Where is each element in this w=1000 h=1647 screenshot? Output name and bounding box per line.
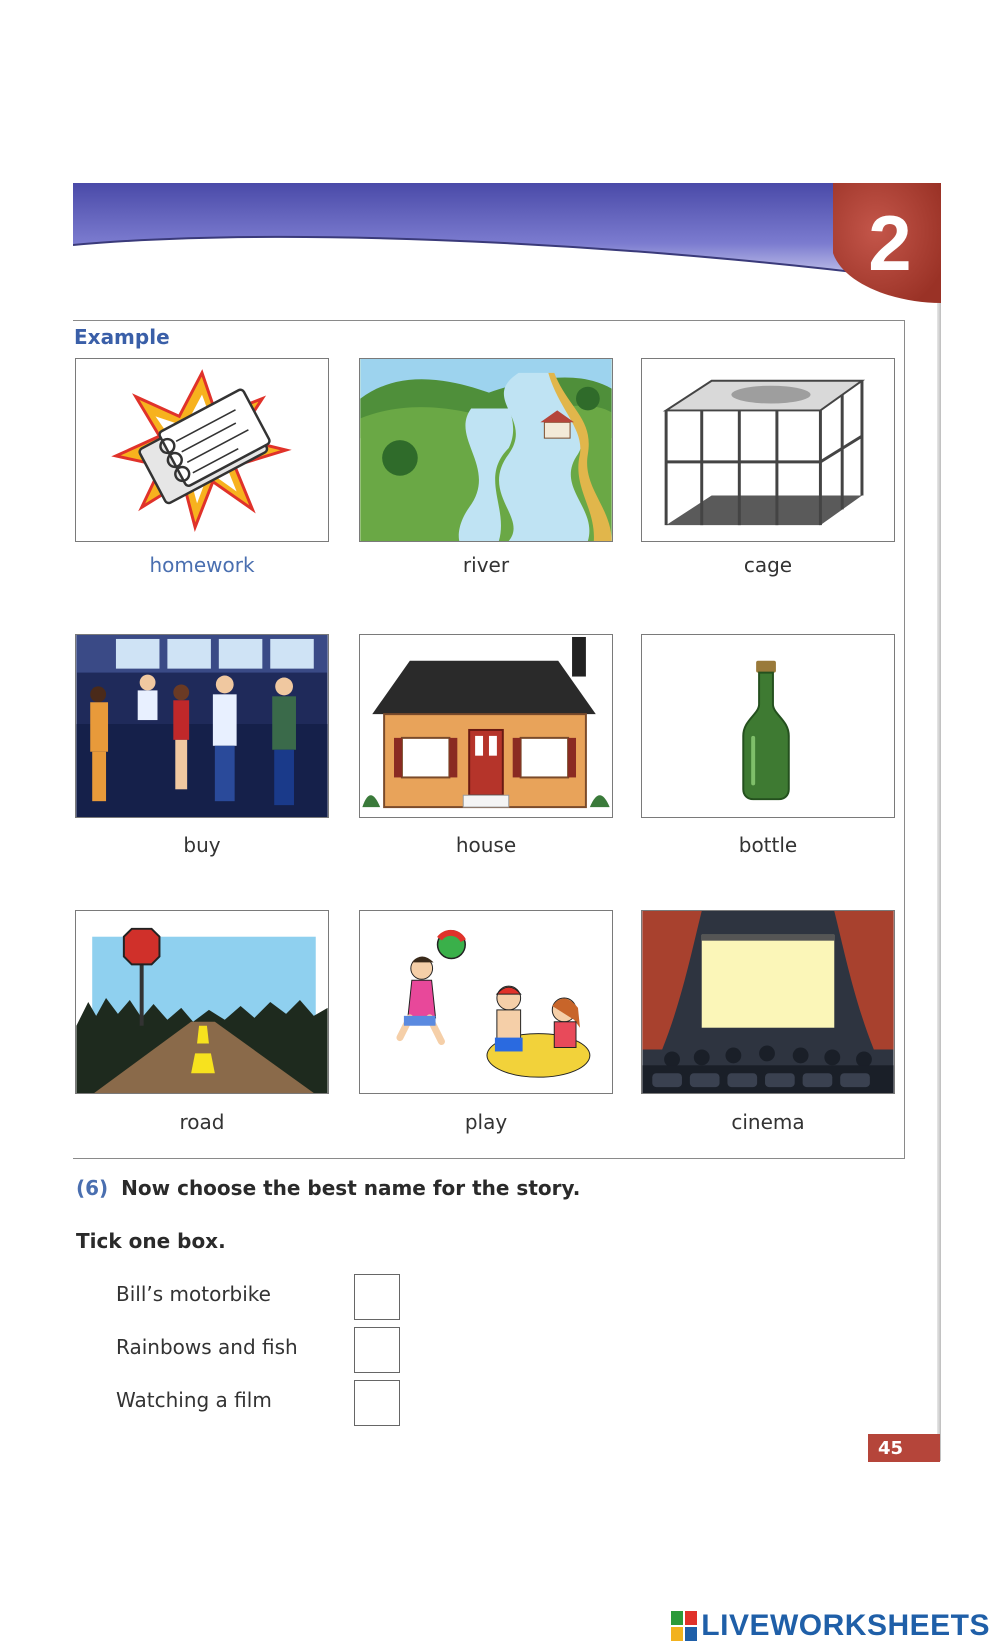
cinema-icon <box>642 911 894 1093</box>
unit-banner <box>73 183 941 303</box>
question-text: Now choose the best name for the story. <box>121 1176 581 1200</box>
road-icon <box>76 911 328 1093</box>
card-homework <box>75 358 329 542</box>
children-playing-icon <box>360 911 612 1093</box>
instruction-text: Tick one box. <box>76 1229 226 1253</box>
word-river: river <box>462 553 510 577</box>
word-cage: cage <box>743 553 793 577</box>
bottle-icon <box>642 635 894 817</box>
word-road: road <box>179 1110 225 1134</box>
card-bottle <box>641 634 895 818</box>
house-icon <box>360 635 612 817</box>
card-cinema <box>641 910 895 1094</box>
card-play <box>359 910 613 1094</box>
page-number: 45 <box>868 1434 940 1462</box>
liveworksheets-logo-icon <box>671 1611 697 1641</box>
option-label-2: Rainbows and fish <box>116 1335 298 1359</box>
word-play: play <box>464 1110 508 1134</box>
tick-box-option-2[interactable] <box>354 1327 400 1373</box>
tick-box-option-3[interactable] <box>354 1380 400 1426</box>
option-label-1: Bill’s motorbike <box>116 1282 271 1306</box>
word-house: house <box>455 833 517 857</box>
card-river <box>359 358 613 542</box>
card-house <box>359 634 613 818</box>
liveworksheets-logo <box>671 1608 990 1644</box>
unit-number: 2 <box>868 198 912 287</box>
cage-icon <box>642 359 894 541</box>
homework-icon <box>76 359 328 541</box>
river-icon <box>360 359 612 541</box>
banner-graphic <box>73 183 941 303</box>
question-number: (6) <box>76 1176 109 1200</box>
page-edge <box>937 183 941 1461</box>
card-buy <box>75 634 329 818</box>
question-heading <box>76 1176 580 1200</box>
word-homework: homework <box>149 553 255 577</box>
example-label: Example <box>74 325 170 349</box>
option-label-3: Watching a film <box>116 1388 272 1412</box>
word-buy: buy <box>183 833 221 857</box>
shop-counter-icon <box>76 635 328 817</box>
word-cinema: cinema <box>731 1110 805 1134</box>
word-bottle: bottle <box>738 833 798 857</box>
card-road <box>75 910 329 1094</box>
tick-box-option-1[interactable] <box>354 1274 400 1320</box>
card-cage <box>641 358 895 542</box>
liveworksheets-wordmark: LIVEWORKSHEETS <box>701 1609 990 1642</box>
